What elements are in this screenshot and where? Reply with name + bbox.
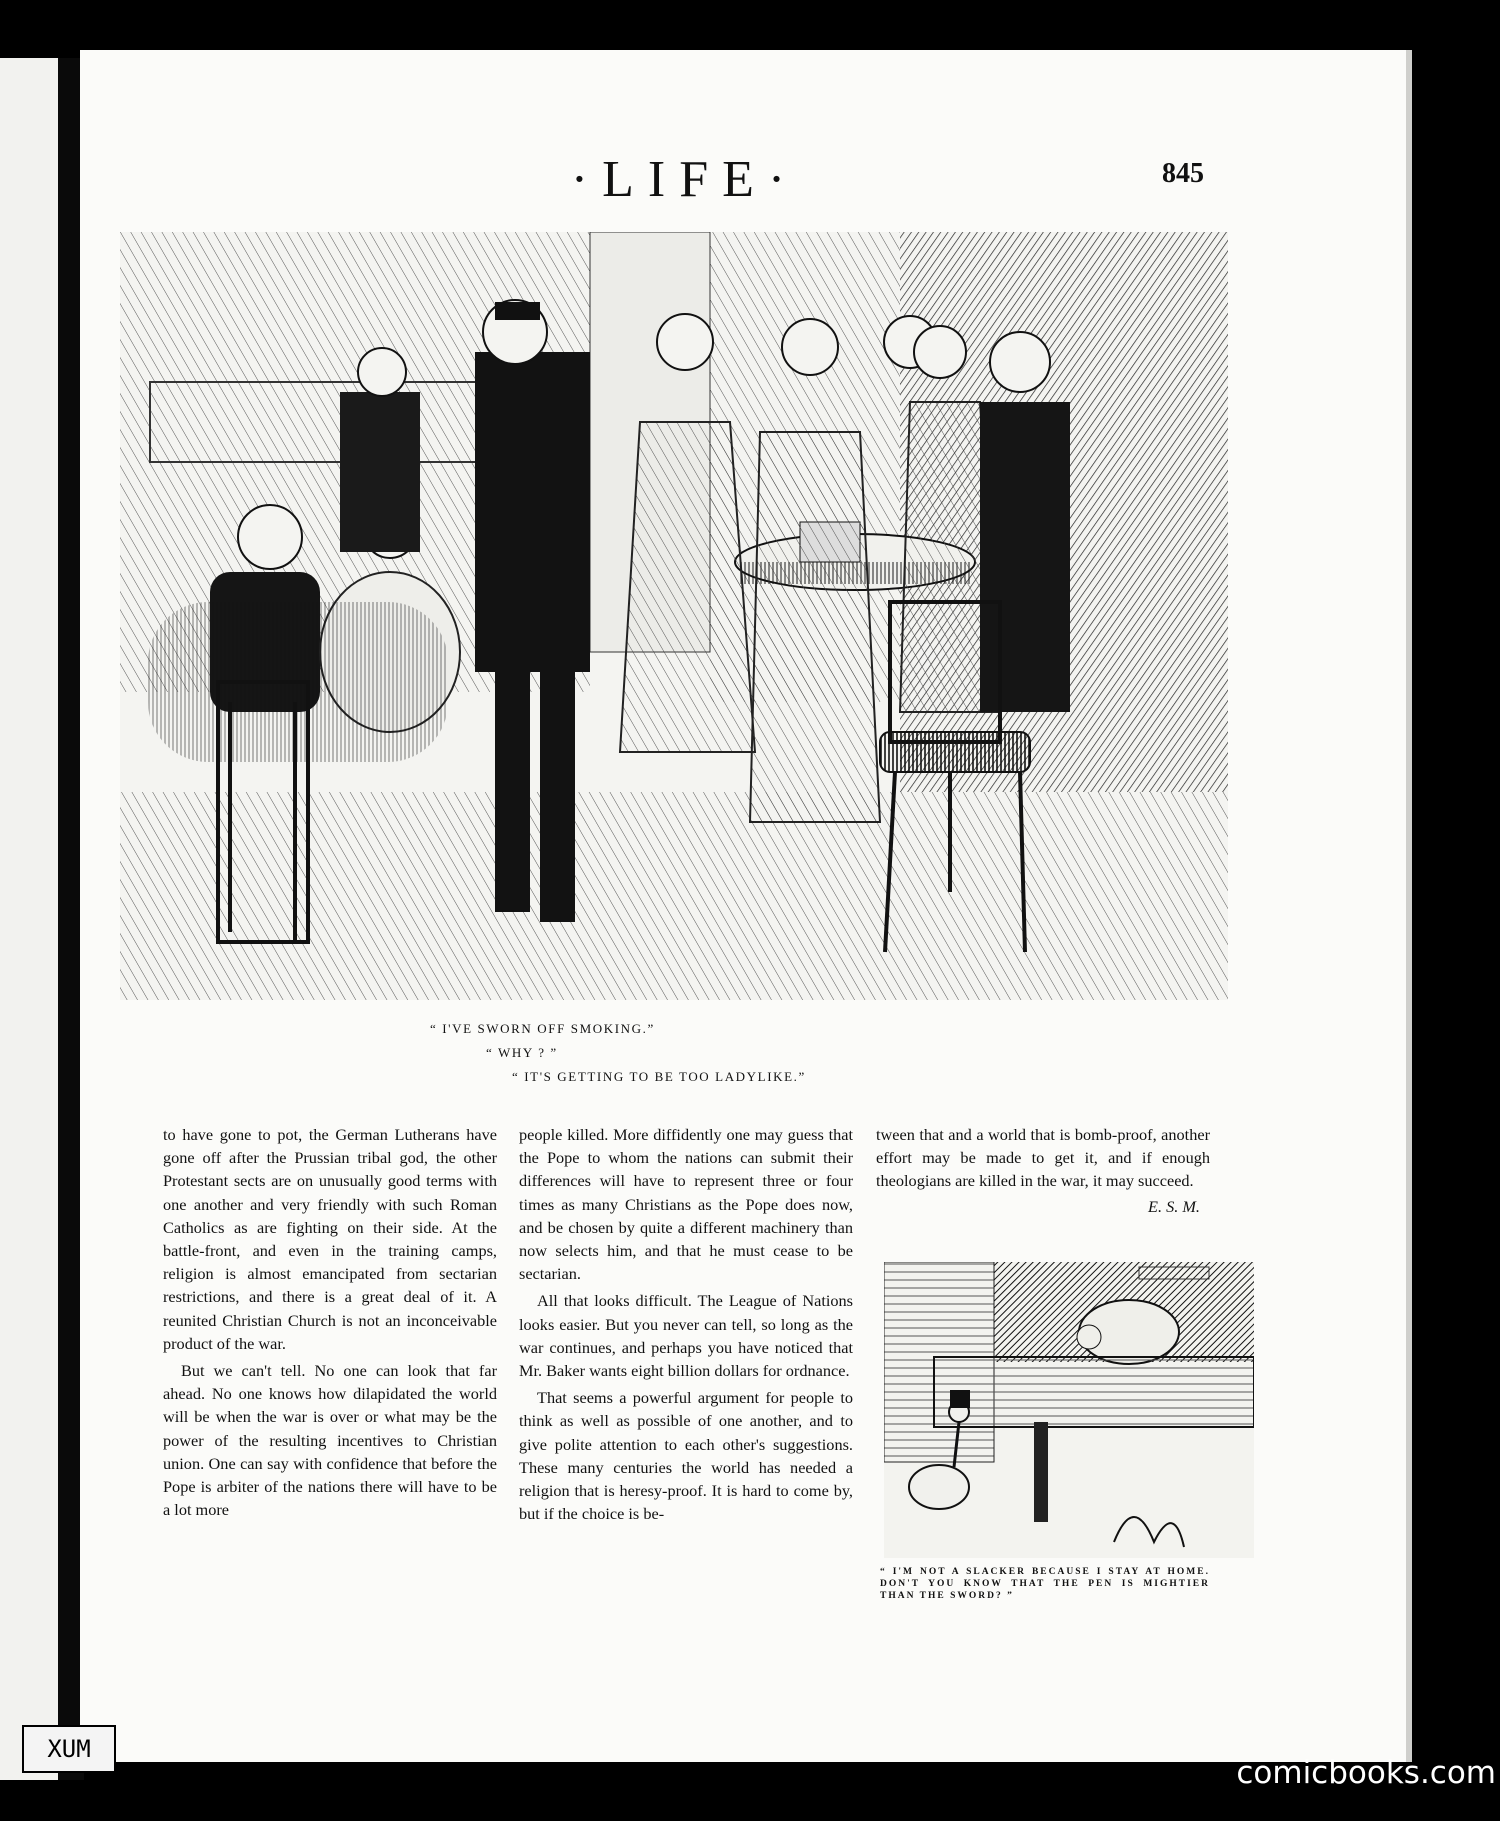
paragraph: tween that and a world that is bomb-proof, another effort may be made to get it, and if enough theologians are killed in the war, it may succeed. bbox=[876, 1125, 1210, 1191]
caption-line-2: “ WHY ? ” bbox=[486, 1045, 558, 1060]
caption-line-1: “ I'VE SWORN OFF SMOKING.” bbox=[430, 1021, 655, 1036]
page-number: 845 bbox=[1162, 158, 1204, 189]
main-illustration bbox=[120, 232, 1228, 1000]
paragraph: All that looks difficult. The League of Nations looks easier. But you never can tell, so long as the war continues, and perhaps you have noticed that Mr. Baker wants eight billion dollars for ordnance. bbox=[519, 1291, 853, 1381]
paragraph: That seems a powerful argument for people to think as well as possible of one another, and to give polite attention to each other's suggestions. These many centuries the world has needed a religion that is heresy-proof. It is hard to come by, but if the choice is be- bbox=[519, 1388, 853, 1524]
article-column-3 bbox=[876, 1123, 1210, 1218]
drawing-room-scene-drawing bbox=[120, 232, 1228, 1000]
left-page-edge bbox=[0, 58, 62, 1780]
small-cartoon-caption: “ I'M NOT A SLACKER BECAUSE I STAY AT HOME. DON'T YOU KNOW THAT THE PEN IS MIGHTIER THAN THE SWORD? ” bbox=[880, 1567, 1210, 1601]
pig-cartoon bbox=[884, 1262, 1254, 1558]
article-column-1 bbox=[163, 1123, 497, 1521]
watermark: comicbooks.com bbox=[1236, 1755, 1496, 1791]
paragraph: But we can't tell. No one can look that far ahead. No one knows how dilapidated the world will be when the war is over or what may be the power of the resulting incentives to Christian union. One can say with confidence that before the Pope is arbiter of the nations there will have to be a lot more bbox=[163, 1361, 497, 1520]
paragraph: to have gone to pot, the German Lutherans have gone off after the Prussian tribal god, the other Protestant sects are on unusually good terms with one another and very friendly with such Roman Catholics as are fighting on their side. At the battle-front, and even in the training camps, religion is almost emancipated from sectarian restrictions, and there is a great deal of it. A reunited Christian Church is not an inconceivable product of the war. bbox=[163, 1125, 497, 1353]
scan-badge: XUM bbox=[22, 1725, 116, 1773]
paragraph: people killed. More diffidently one may guess that the Pope to whom the nations can submit their differences will have to represent three or four times as many Christians as the Pope does now, and be chosen by quite a different machinery than now selects him, and that he must cease to be sectarian. bbox=[519, 1125, 853, 1284]
illustration-caption bbox=[430, 1017, 950, 1089]
masthead: ·LIFE· bbox=[570, 151, 800, 208]
pig-and-rooster-drawing bbox=[884, 1262, 1254, 1558]
author-signature: E. S. M. bbox=[1148, 1196, 1200, 1216]
caption-line-3: “ IT'S GETTING TO BE TOO LADYLIKE.” bbox=[512, 1069, 806, 1084]
page-edge bbox=[1406, 50, 1412, 1762]
article-column-2 bbox=[519, 1123, 853, 1525]
